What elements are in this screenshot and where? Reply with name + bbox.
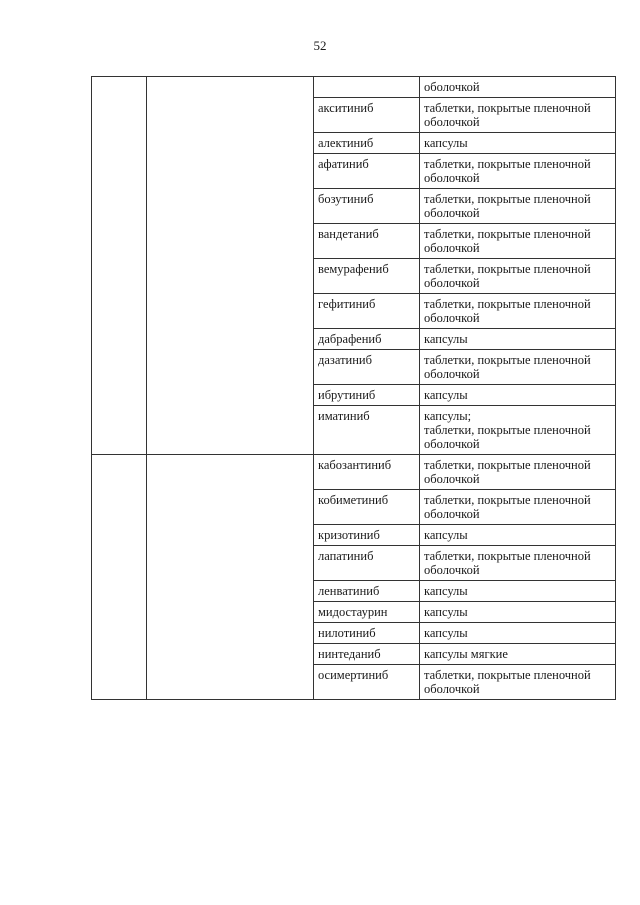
table-row	[92, 77, 616, 98]
dosage-form-text: таблетки, покрытые пленочной оболочкой	[424, 101, 591, 129]
dosage-form-text: таблетки, покрытые пленочной оболочкой	[424, 227, 591, 255]
dosage-form-text: капсулы;	[424, 409, 472, 423]
drug-name-cell: иматиниб	[314, 406, 420, 455]
dosage-form-cell	[420, 294, 616, 329]
group-name-cell	[147, 77, 314, 455]
dosage-form-text: капсулы	[424, 388, 468, 402]
dosage-form-cell	[420, 602, 616, 623]
group-name-cell	[147, 455, 314, 700]
dosage-form-text: капсулы	[424, 136, 468, 150]
dosage-form-cell	[420, 259, 616, 294]
drug-name-cell: афатиниб	[314, 154, 420, 189]
dosage-form-cell	[420, 665, 616, 700]
drug-name-cell: дабрафениб	[314, 329, 420, 350]
dosage-form-cell	[420, 581, 616, 602]
dosage-form-text: оболочкой	[424, 80, 480, 94]
dosage-form-cell	[420, 350, 616, 385]
dosage-form-text: капсулы мягкие	[424, 647, 508, 661]
drug-name-cell: лапатиниб	[314, 546, 420, 581]
dosage-form-text: таблетки, покрытые пленочной оболочкой	[424, 297, 591, 325]
dosage-form-text: капсулы	[424, 605, 468, 619]
drug-name-cell: вандетаниб	[314, 224, 420, 259]
dosage-form-text: таблетки, покрытые пленочной оболочкой	[424, 423, 591, 451]
dosage-form-text: капсулы	[424, 528, 468, 542]
drug-name-cell: алектиниб	[314, 133, 420, 154]
dosage-form-text: таблетки, покрытые пленочной оболочкой	[424, 458, 591, 486]
dosage-form-cell	[420, 154, 616, 189]
dosage-form-cell	[420, 224, 616, 259]
drug-name-cell: осимертиниб	[314, 665, 420, 700]
atc-code-cell	[92, 455, 147, 700]
dosage-form-text: таблетки, покрытые пленочной оболочкой	[424, 668, 591, 696]
dosage-form-cell	[420, 546, 616, 581]
dosage-form-cell	[420, 385, 616, 406]
dosage-form-cell	[420, 98, 616, 133]
drug-name-cell: нинтеданиб	[314, 644, 420, 665]
dosage-form-text: таблетки, покрытые пленочной оболочкой	[424, 157, 591, 185]
dosage-form-cell	[420, 455, 616, 490]
drug-name-cell: вемурафениб	[314, 259, 420, 294]
drug-name-cell: гефитиниб	[314, 294, 420, 329]
page-number: 52	[313, 38, 327, 53]
drug-name-cell: акситиниб	[314, 98, 420, 133]
drug-name-cell: кабозантиниб	[314, 455, 420, 490]
drug-name-cell: нилотиниб	[314, 623, 420, 644]
dosage-form-text: таблетки, покрытые пленочной оболочкой	[424, 262, 591, 290]
dosage-form-cell	[420, 490, 616, 525]
dosage-form-text: таблетки, покрытые пленочной оболочкой	[424, 493, 591, 521]
drug-name-cell: ибрутиниб	[314, 385, 420, 406]
dosage-form-text: капсулы	[424, 626, 468, 640]
dosage-form-cell	[420, 644, 616, 665]
drug-name-cell: кризотиниб	[314, 525, 420, 546]
dosage-form-text: таблетки, покрытые пленочной оболочкой	[424, 549, 591, 577]
dosage-form-text: капсулы	[424, 584, 468, 598]
dosage-form-cell	[420, 329, 616, 350]
dosage-form-cell	[420, 133, 616, 154]
drug-name-cell: бозутиниб	[314, 189, 420, 224]
dosage-form-cell	[420, 77, 616, 98]
dosage-form-cell	[420, 406, 616, 455]
dosage-form-cell	[420, 525, 616, 546]
dosage-form-cell	[420, 623, 616, 644]
drug-table	[91, 76, 616, 700]
drug-name-cell: дазатиниб	[314, 350, 420, 385]
dosage-form-text: таблетки, покрытые пленочной оболочкой	[424, 353, 591, 381]
atc-code-cell	[92, 77, 147, 455]
dosage-form-text: таблетки, покрытые пленочной оболочкой	[424, 192, 591, 220]
drug-name-cell: ленватиниб	[314, 581, 420, 602]
dosage-form-text: капсулы	[424, 332, 468, 346]
table-row	[92, 455, 616, 490]
drug-name-cell: кобиметиниб	[314, 490, 420, 525]
drug-name-cell	[314, 77, 420, 98]
dosage-form-cell	[420, 189, 616, 224]
table-body	[92, 77, 616, 700]
drug-name-cell: мидостаурин	[314, 602, 420, 623]
